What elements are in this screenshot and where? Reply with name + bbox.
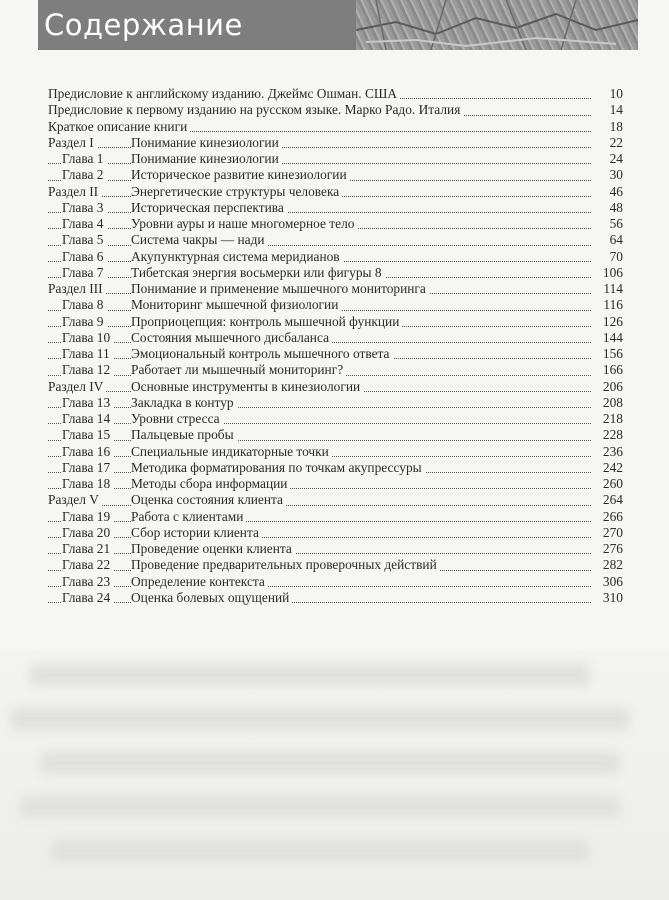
toc-chapter-row [48,509,623,525]
dot-leader [48,521,591,522]
toc-entry-title: Тибетская энергия восьмерки или фигуры 8 [131,265,385,281]
dot-leader [48,537,591,538]
dot-leader [48,553,591,554]
toc-chapter-row [48,541,623,557]
toc-entry-number: Раздел I [48,135,97,151]
toc-entry-number: Глава 22 [62,557,113,573]
dot-leader [48,602,591,603]
toc-entry-title: Предисловие к первому изданию на русском языке. Марко Радо. Италия [48,102,463,118]
toc-entry-title: Понимание и применение мышечного мониторинга [131,281,429,297]
toc-chapter-row [48,346,623,362]
toc-entry-number: Глава 10 [62,330,113,346]
toc-page-number: 22 [607,135,623,151]
toc-front-matter-row [48,86,623,102]
toc-entry-title: Состояния мышечного дисбаланса [131,330,332,346]
toc-chapter-row [48,395,623,411]
toc-entry-title: Методы сбора информации [131,476,290,492]
toc-entry-title: Оценка болевых ощущений [131,590,292,606]
toc-entry-number: Глава 14 [62,411,113,427]
toc-page-number: 310 [600,590,623,606]
toc-page-number: 282 [600,557,623,573]
toc-entry-number: Раздел IV [48,379,106,395]
toc-entry-number: Глава 18 [62,476,113,492]
toc-page-number: 266 [600,509,623,525]
toc-page-number: 18 [607,119,623,135]
toc-page-number: 30 [607,167,623,183]
toc-entry-number: Глава 1 [62,151,107,167]
toc-page-number: 208 [600,395,623,411]
dot-leader [48,423,591,424]
toc-entry-title: Предисловие к английскому изданию. Джеймс Ошман. США [48,86,400,102]
toc-entry-title: Уровни стресса [131,411,223,427]
toc-entry-title: Проприоцепция: контроль мышечной функции [131,314,402,330]
contents-header-bar [38,0,638,50]
toc-page-number: 126 [600,314,623,330]
toc-page-number: 114 [600,281,623,297]
toc-entry-number: Раздел V [48,492,102,508]
toc-entry-number: Глава 2 [62,167,107,183]
toc-chapter-row [48,314,623,330]
toc-chapter-row [48,200,623,216]
toc-entry-title: Уровни ауры и наше многомерное тело [131,216,357,232]
toc-chapter-row [48,574,623,590]
toc-chapter-row [48,444,623,460]
toc-entry-number: Глава 12 [62,362,113,378]
toc-entry-number: Раздел III [48,281,106,297]
bleed-through-text-area [0,650,669,900]
dot-leader [48,245,591,246]
toc-entry-title: Система чакры — нади [131,232,268,248]
toc-entry-number: Глава 3 [62,200,107,216]
toc-page-number: 46 [607,184,623,200]
toc-chapter-row [48,216,623,232]
toc-entry-title: Пальцевые пробы [131,427,237,443]
toc-entry-title: Работает ли мышечный мониторинг? [131,362,346,378]
toc-page-number: 276 [600,541,623,557]
toc-entry-title: Акупунктурная система меридианов [131,249,343,265]
toc-chapter-row [48,525,623,541]
toc-page-number: 116 [600,297,623,313]
toc-entry-title: Краткое описание книги [48,119,190,135]
dot-leader [48,212,591,213]
toc-entry-number: Глава 5 [62,232,107,248]
toc-page-number: 270 [600,525,623,541]
toc-page-number: 236 [600,444,623,460]
toc-entry-title: Проведение оценки клиента [131,541,295,557]
toc-chapter-row [48,249,623,265]
toc-entry-number: Глава 16 [62,444,113,460]
toc-entry-title: Оценка состояния клиента [131,492,286,508]
toc-chapter-row [48,557,623,573]
toc-chapter-row [48,297,623,313]
toc-entry-number: Глава 7 [62,265,107,281]
toc-page-number: 228 [600,427,623,443]
toc-entry-title: Работа с клиентами [131,509,246,525]
toc-page-number: 144 [600,330,623,346]
toc-section-row [48,281,623,297]
toc-entry-number: Глава 23 [62,574,113,590]
toc-entry-title: Понимание кинезиологии [131,151,282,167]
toc-front-matter-row [48,119,623,135]
toc-chapter-row [48,460,623,476]
toc-page-number: 14 [607,102,623,118]
toc-chapter-row [48,590,623,606]
toc-page-number: 48 [607,200,623,216]
toc-chapter-row [48,362,623,378]
toc-chapter-row [48,232,623,248]
toc-page-number: 260 [600,476,623,492]
toc-entry-number: Глава 9 [62,314,107,330]
dot-leader [48,440,591,441]
toc-entry-number: Глава 20 [62,525,113,541]
decorative-header-image [356,0,638,50]
toc-page-number: 10 [607,86,623,102]
toc-entry-number: Глава 4 [62,216,107,232]
toc-chapter-row [48,476,623,492]
toc-section-row [48,492,623,508]
dot-leader [48,163,591,164]
toc-page-number: 264 [600,492,623,508]
toc-entry-title: Сбор истории клиента [131,525,262,541]
toc-entry-number: Глава 13 [62,395,113,411]
toc-chapter-row [48,265,623,281]
toc-section-row [48,135,623,151]
toc-page-number: 24 [607,151,623,167]
toc-entry-title: Определение контекста [131,574,268,590]
dot-leader [48,147,591,148]
toc-page-number: 156 [600,346,623,362]
toc-front-matter-row [48,102,623,118]
toc-entry-number: Глава 6 [62,249,107,265]
toc-page-number: 166 [600,362,623,378]
toc-section-row [48,379,623,395]
page-title: Содержание [44,8,243,42]
dot-leader [48,505,591,506]
toc-entry-title: Основные инструменты в кинезиологии [131,379,363,395]
toc-chapter-row [48,167,623,183]
toc-page-number: 56 [607,216,623,232]
toc-page-number: 242 [600,460,623,476]
toc-chapter-row [48,427,623,443]
toc-page-number: 306 [600,574,623,590]
toc-chapter-row [48,411,623,427]
toc-entry-title: Закладка в контур [131,395,237,411]
toc-entry-number: Глава 24 [62,590,113,606]
toc-entry-title: Проведение предварительных проверочных действий [131,557,440,573]
toc-entry-number: Глава 15 [62,427,113,443]
dot-leader [48,586,591,587]
toc-entry-number: Глава 8 [62,297,107,313]
dot-leader [48,407,591,408]
toc-page-number: 206 [600,379,623,395]
toc-entry-number: Глава 19 [62,509,113,525]
toc-entry-title: Специальные индикаторные точки [131,444,332,460]
toc-entry-title: Понимание кинезиологии [131,135,282,151]
toc-entry-title: Энергетические структуры человека [131,184,342,200]
toc-entry-number: Раздел II [48,184,101,200]
toc-page-number: 64 [607,232,623,248]
toc-entry-title: Историческая перспектива [131,200,287,216]
toc-entry-number: Глава 11 [62,346,113,362]
toc-entry-title: Мониторинг мышечной физиологии [131,297,341,313]
toc-page-number: 218 [600,411,623,427]
toc-entry-title: Методика форматирования по точкам акупрессуры [131,460,425,476]
table-of-contents [48,86,623,606]
toc-chapter-row [48,330,623,346]
toc-page-number: 106 [600,265,623,281]
toc-section-row [48,184,623,200]
toc-page-number: 70 [607,249,623,265]
toc-chapter-row [48,151,623,167]
toc-entry-number: Глава 17 [62,460,113,476]
toc-entry-title: Историческое развитие кинезиологии [131,167,350,183]
dot-leader [48,488,591,489]
toc-entry-number: Глава 21 [62,541,113,557]
toc-entry-title: Эмоциональный контроль мышечного ответа [131,346,393,362]
